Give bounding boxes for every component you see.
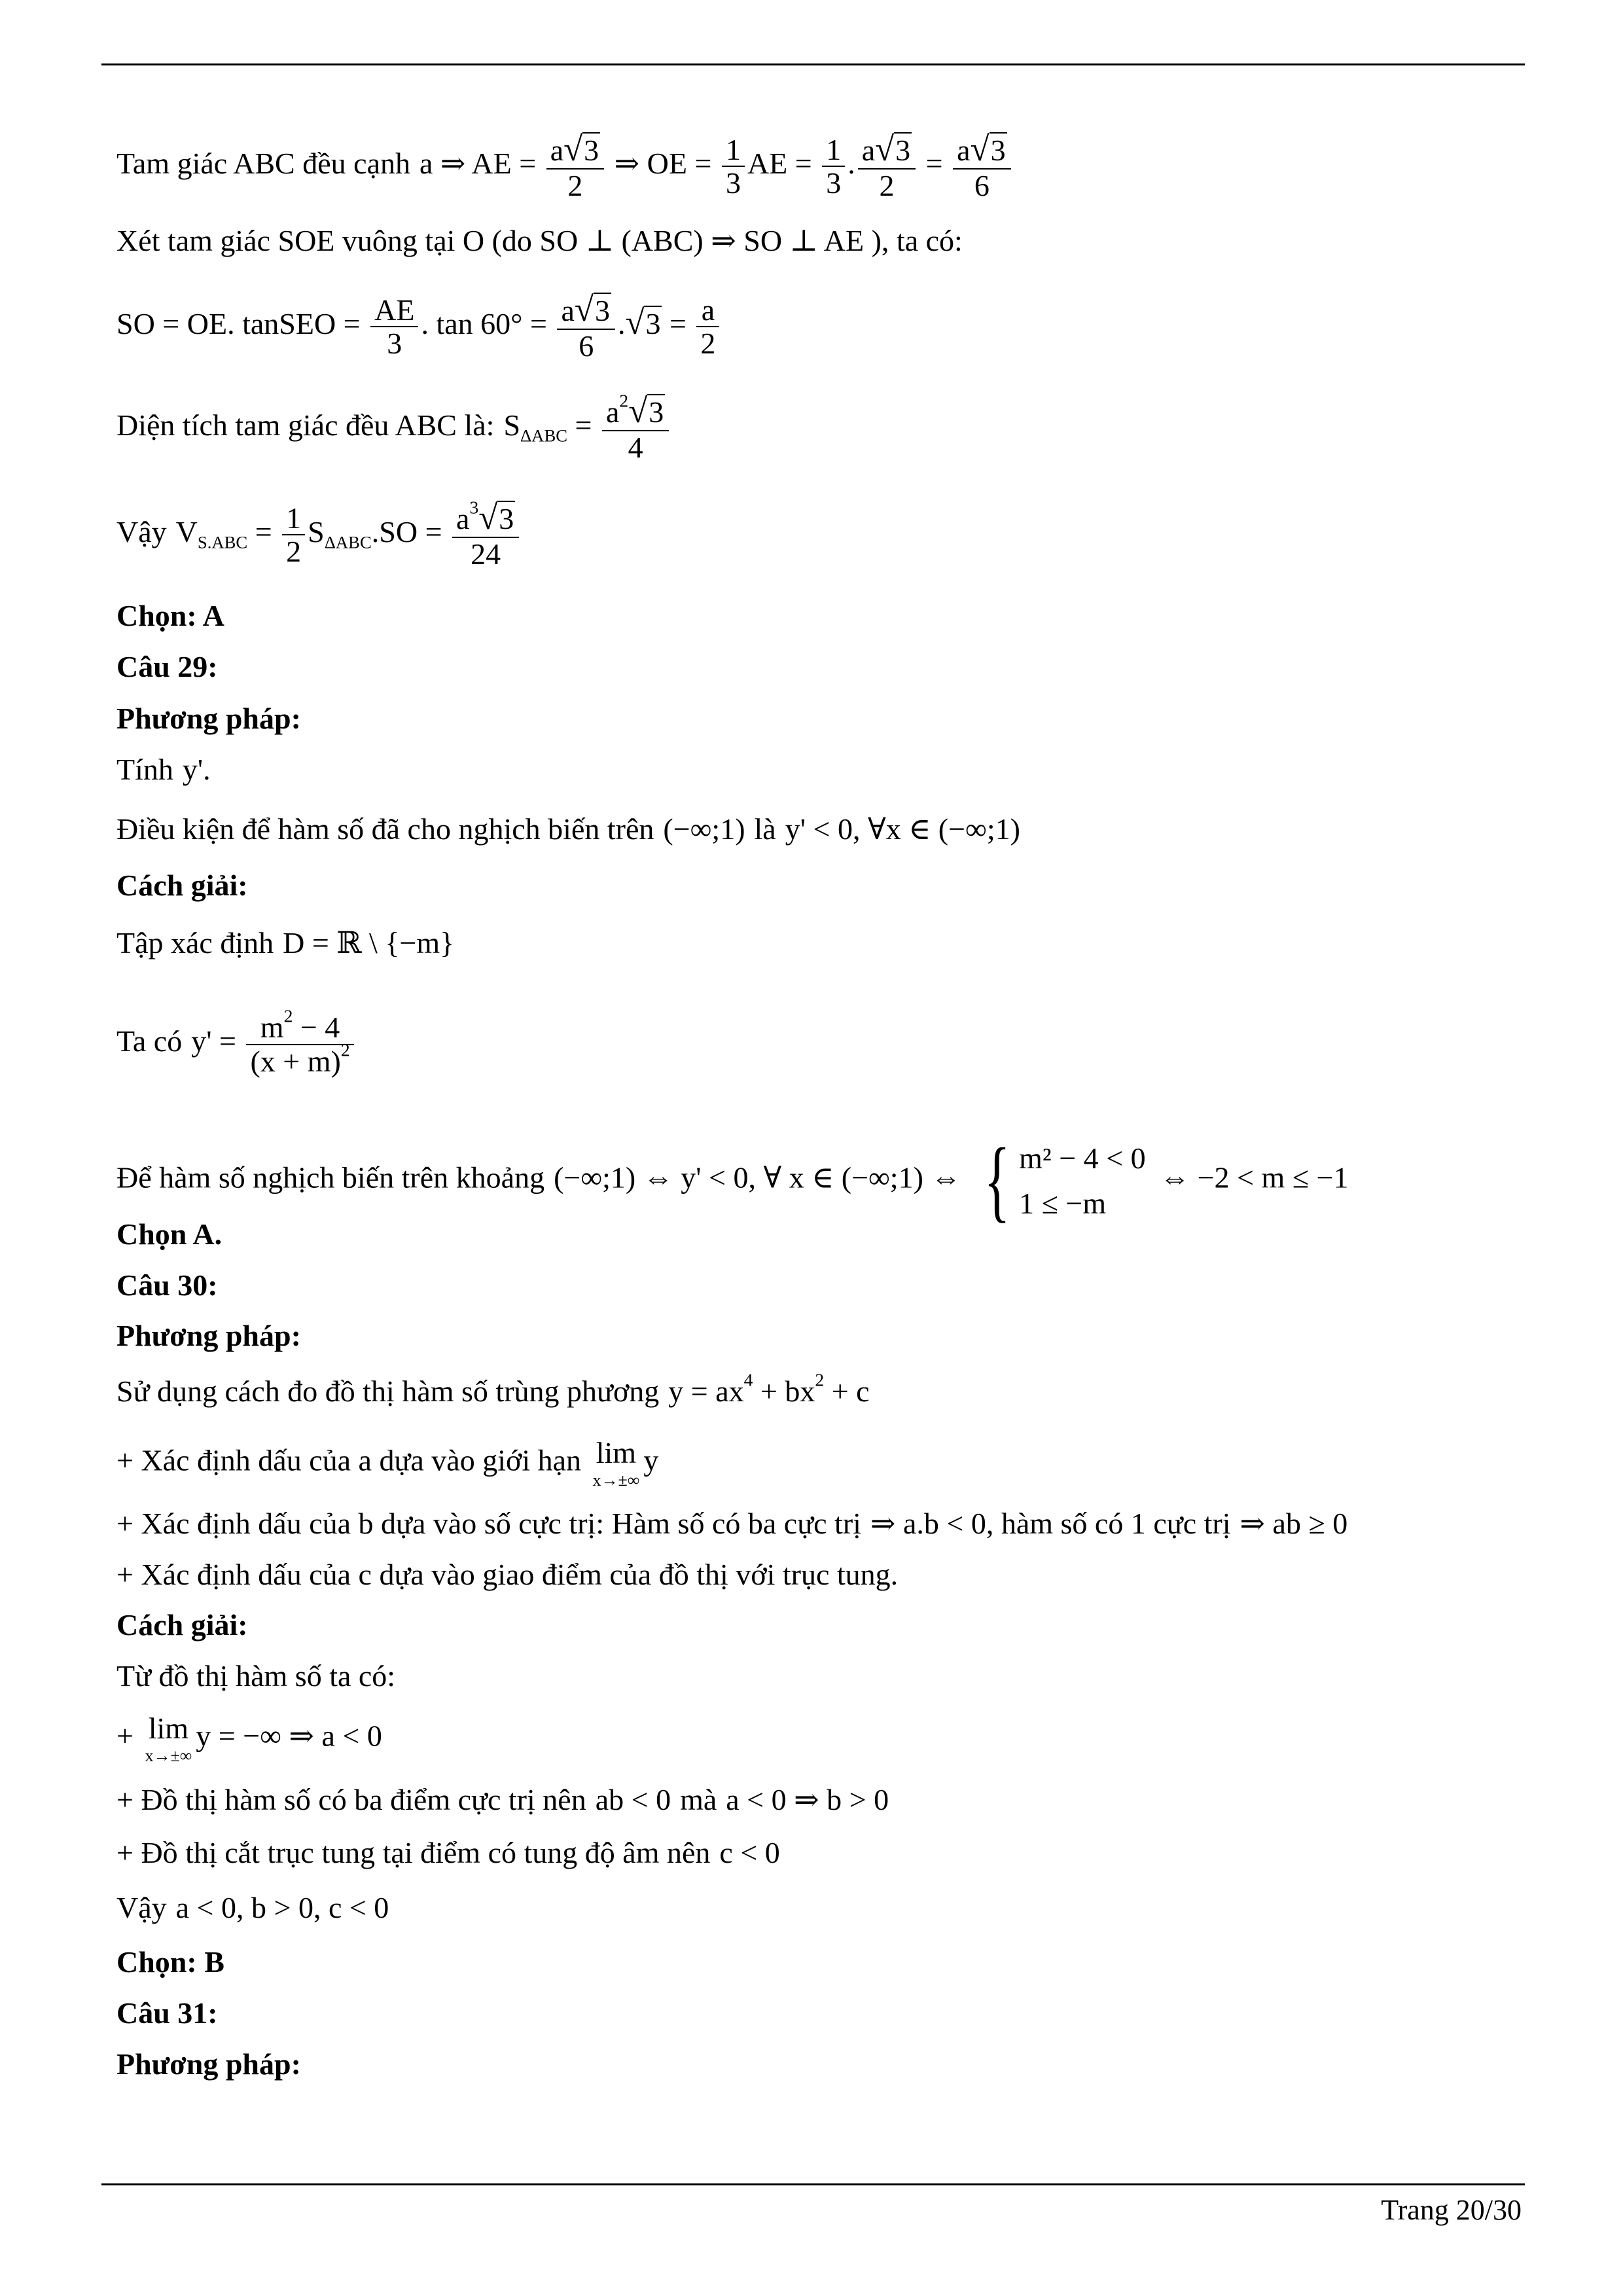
line-tu-do-thi: Từ đồ thị hàm số ta có:: [116, 1659, 396, 1693]
cg-q30: Cách giải:: [116, 1608, 248, 1641]
chon-q28: Chọn: A: [116, 599, 224, 632]
line-tinh: [116, 755, 211, 785]
text-txd: Tập xác định: [116, 926, 274, 960]
expr-cat: c < 0: [719, 1836, 780, 1869]
chon-q30: Chọn: B: [116, 1945, 224, 1979]
expr-lim-result: y = −∞ ⇒ a < 0: [196, 1719, 382, 1753]
text-de: Để hàm số nghịch biến trên khoảng: [116, 1160, 545, 1194]
cg-q29: Cách giải:: [116, 869, 248, 902]
line-area: Diện tích tam giác đều ABC là: $S_{\Delta ABC}$ = $\frac{a^2√3}{4}$: [116, 393, 671, 464]
line-dieu-kien: [116, 814, 1020, 844]
line-txd: [116, 928, 454, 958]
line-lim: + lim x→±∞ y = −∞ ⇒ a < 0: [116, 1712, 382, 1765]
sys-row-2: 1 ≤ −m: [1019, 1187, 1107, 1220]
text-ba-diem-ma: mà: [680, 1783, 717, 1816]
line-ba-diem: [116, 1785, 889, 1815]
title-q29: Câu 29:: [116, 650, 218, 683]
line-so-intro: Xét tam giác SOE vuông tại O (do SO ⊥ (ABC) ⇒ SO ⊥ AE ), ta có:: [116, 224, 963, 257]
sys-row-1: m² − 4 < 0: [1019, 1141, 1146, 1175]
expr-xd-b2: ⇒ ab ≥ 0: [1240, 1507, 1348, 1540]
expr-dk-interval: (−∞;1): [663, 812, 745, 846]
line-de-ham-so: [116, 1130, 1349, 1231]
expr-de: (−∞;1) ⇔ y' < 0, ∀ x ∈ (−∞;1) ⇔: [554, 1160, 961, 1194]
page-number: Trang 20/30: [1381, 2194, 1522, 2226]
expr-ba-diem-1: ab < 0: [595, 1783, 671, 1816]
title-q30: Câu 30:: [116, 1268, 218, 1302]
chon-q29: Chọn A.: [116, 1217, 223, 1251]
expr-tinh: y'.: [182, 753, 211, 786]
pp-q31: Phương pháp:: [116, 2047, 301, 2081]
text-vay-q30: Vậy: [116, 1891, 167, 1924]
text-ta-co: Ta có: [116, 1024, 183, 1058]
text-tinh: Tính: [116, 753, 173, 786]
text-cat: + Đồ thị cắt trục tung tại điểm có tung độ âm nên: [116, 1836, 711, 1869]
text-dk: Điều kiện để hàm số đã cho nghịch biến trên: [116, 812, 654, 846]
expr-de-result: ⇔ −2 < m ≤ −1: [1160, 1160, 1349, 1194]
text-sd: Sử dụng cách đo đồ thị hàm số trùng phương: [116, 1374, 660, 1408]
text-xd-b-mid: , hàm số có 1 cực trị: [986, 1507, 1231, 1540]
footer-rule: [101, 2183, 1525, 2185]
line-ta-co: Ta có y' = $\frac{m^2 - 4}{(x + m)^2}$: [116, 1011, 357, 1077]
expr-xd-b1: ⇒ a.b < 0: [870, 1507, 986, 1540]
text-lim-plus: +: [116, 1719, 134, 1753]
line-ae-oe: Tam giác ABC đều cạnh a ⇒ AE = $\frac{a√3}{2}$ ⇒ OE = $\frac{1}{3}$ AE = $\frac{1}{3}$ . $\frac{a√3}{2}$ = $\frac{a√3}{6}$: [116, 131, 1014, 202]
text-vay: Vậy: [116, 514, 167, 548]
header-rule: [101, 63, 1525, 65]
text-tri-intro: Tam giác ABC đều cạnh: [116, 146, 410, 180]
expr-vay-q30: a < 0, b > 0, c < 0: [175, 1891, 389, 1924]
expr-ba-diem-2: a < 0 ⇒ b > 0: [726, 1783, 889, 1816]
line-cat: [116, 1838, 780, 1868]
text-ba-diem: + Đồ thị hàm số có ba điểm cực trị nên: [116, 1783, 586, 1816]
pp-q30: Phương pháp:: [116, 1319, 301, 1352]
line-xd-a: + Xác định dấu của a dựa vào giới hạn lim x→±∞ y: [116, 1436, 659, 1490]
line-xd-b: [116, 1509, 1347, 1539]
text-xd-b: + Xác định dấu của b dựa vào số cực trị: Hàm số có ba cực trị: [116, 1507, 861, 1540]
brace-glyph: {: [984, 1130, 1010, 1231]
expr-dk-cond: y' < 0, ∀x ∈ (−∞;1): [785, 812, 1020, 846]
condition-system: [975, 1130, 1146, 1231]
line-volume: Vậy $V_{S.ABC}$ = $\frac{1}{2}$ $S_{\Delta ABC}.SO$ = $\frac{a^3√3}{24}$: [116, 499, 522, 571]
text-area-intro: Diện tích tam giác đều ABC là:: [116, 408, 495, 442]
expr-txd: D = ℝ \ {−m}: [283, 926, 455, 960]
line-so-eq: SO = OE. tanSEO = $\frac{AE}{3}$ . tan 60° = $\frac{a√3}{6}$ .√3 = $\frac{a}{2}$: [116, 291, 722, 363]
text-xd-a: + Xác định dấu của a dựa vào giới hạn: [116, 1443, 582, 1477]
line-vay-q30: [116, 1893, 389, 1923]
title-q31: Câu 31:: [116, 1996, 218, 2030]
text-dk-la: là: [754, 812, 776, 846]
line-xd-c: + Xác định dấu của c dựa vào giao điểm của đồ thị với trục tung.: [116, 1558, 899, 1591]
pp-q29: Phương pháp:: [116, 702, 301, 735]
line-su-dung: Sử dụng cách đo đồ thị hàm số trùng phương $y = ax^4 + bx^2 + c$: [116, 1369, 870, 1408]
